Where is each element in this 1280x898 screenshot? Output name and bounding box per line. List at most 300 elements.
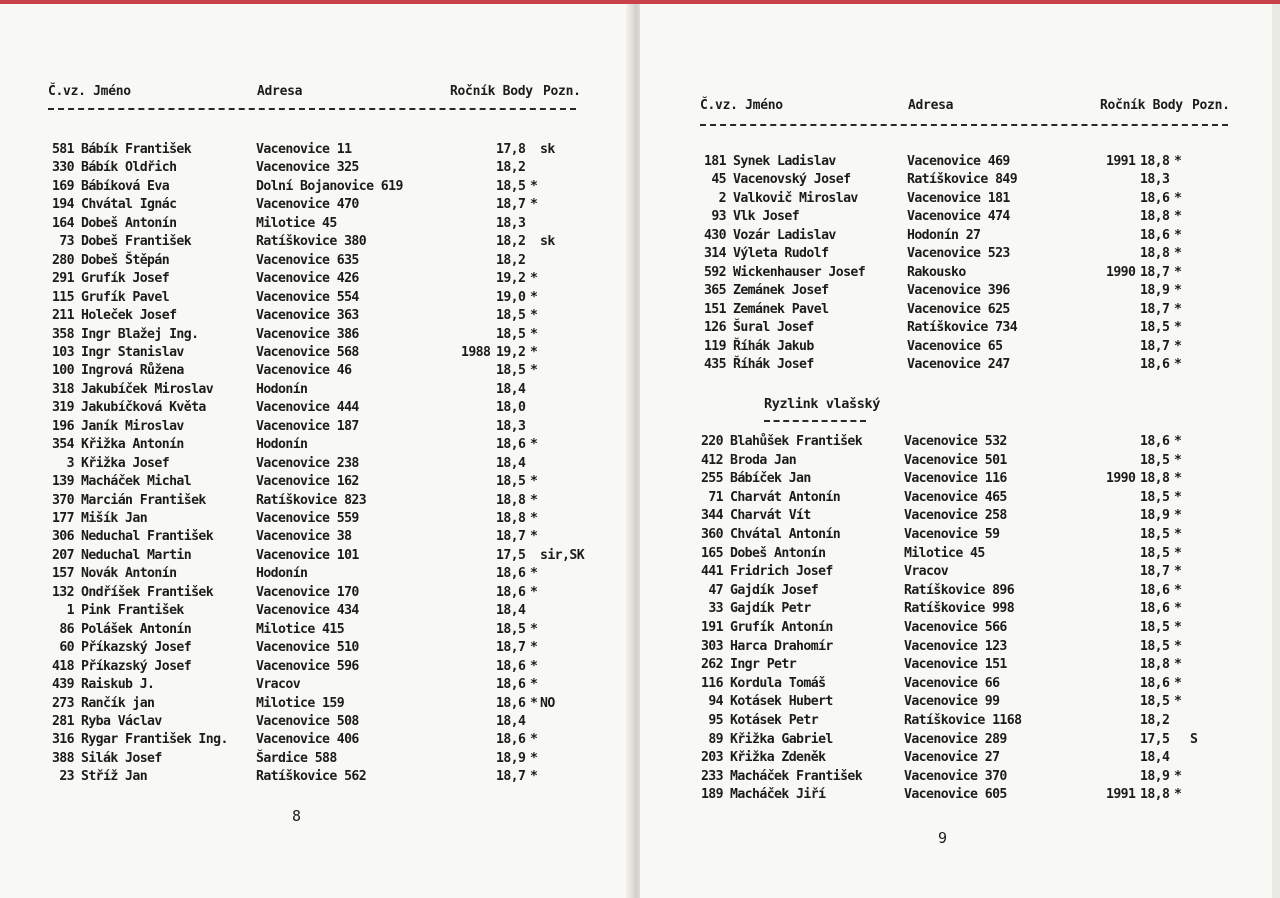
entry-number: 581 [51, 142, 74, 157]
grower-address: Vacenovice 325 [256, 160, 359, 176]
points-value: 18,5 [1140, 320, 1170, 336]
grower-address: Hodonín [256, 566, 308, 582]
entry-number: 23 [59, 769, 74, 785]
star-mark: * [1174, 320, 1182, 336]
entry-number: 1 [66, 603, 74, 619]
header-no-name: Č.vz. Jméno [700, 98, 783, 113]
entry-number: 318 [51, 381, 74, 397]
points-value: 18,6 [496, 437, 526, 453]
entry-number: 164 [51, 215, 74, 231]
grower-address: Vacenovice 99 [904, 694, 1000, 710]
entry-number: 60 [59, 640, 74, 656]
entry-number: 103 [51, 344, 74, 360]
header-address: Adresa [257, 84, 303, 99]
grower-name: Příkazský Josef [81, 658, 192, 674]
table-row [0, 603, 630, 621]
points-value: 17,5 [1140, 731, 1170, 747]
page-number: 8 [292, 807, 302, 825]
points-value: 18,4 [496, 381, 526, 397]
entry-number: 139 [51, 474, 74, 490]
header-rule [700, 124, 1228, 126]
points-value: 18,5 [1140, 489, 1170, 505]
entry-number: 203 [700, 750, 723, 766]
entry-number: 418 [51, 658, 74, 674]
grower-address: Ratíškovice 998 [904, 601, 1015, 617]
grower-name: Kotásek Hubert [730, 694, 833, 710]
table-row [0, 548, 630, 566]
points-value: 18,7 [496, 640, 526, 656]
grower-address: Vacenovice 181 [907, 190, 1010, 206]
points-value: 18,9 [1140, 508, 1170, 524]
points-value: 18,2 [1140, 713, 1170, 728]
table-row [0, 382, 630, 400]
grower-name: Charvát Antonín [730, 489, 841, 505]
entry-number: 439 [51, 677, 74, 693]
grower-address: Hodonín [256, 437, 308, 453]
star-mark: * [1174, 694, 1182, 710]
grower-name: Příkazský Josef [81, 640, 192, 656]
table-row [640, 732, 1270, 750]
grower-name: Charvát Vít [730, 508, 811, 524]
grower-name: Holeček Josef [81, 308, 177, 324]
grower-address: Milotice 415 [256, 621, 345, 637]
star-mark: * [1174, 489, 1182, 505]
vintage-year: 1988 [461, 344, 491, 360]
entry-number: 354 [51, 437, 74, 453]
grower-address: Vacenovice 247 [907, 356, 1010, 372]
grower-name: Dobeš František [81, 234, 192, 250]
star-mark: * [1174, 227, 1182, 243]
table-row [640, 471, 1270, 489]
points-value: 17,8 [496, 142, 526, 157]
entry-number: 3 [66, 455, 74, 471]
entry-number: 126 [703, 320, 726, 336]
star-mark: * [1174, 434, 1182, 449]
grower-address: Vacenovice 65 [907, 338, 1003, 354]
right-page [640, 4, 1272, 898]
grower-address: Vacenovice 444 [256, 400, 359, 416]
grower-address: Milotice 45 [256, 215, 337, 231]
grower-address: Vacenovice 46 [256, 363, 352, 379]
entry-number: 45 [711, 172, 726, 188]
table-row [640, 713, 1270, 731]
section-title: Ryzlink vlašský [764, 396, 880, 412]
entry-number: 344 [700, 508, 723, 524]
grower-address: Šardice 588 [256, 750, 337, 766]
grower-address: Ratíškovice 823 [256, 492, 367, 508]
star-mark: * [530, 474, 538, 490]
grower-address: Vacenovice 554 [256, 289, 359, 305]
star-mark: * [1174, 620, 1182, 635]
grower-name: Harca Drahomír [730, 638, 833, 654]
entry-number: 319 [51, 400, 74, 416]
points-value: 17,5 [496, 547, 526, 563]
table-row [640, 302, 1270, 320]
grower-name: Ryba Václav [81, 713, 162, 729]
star-mark: * [530, 584, 538, 600]
table-row [0, 197, 630, 215]
star-mark: * [1174, 452, 1182, 468]
header-rule [48, 108, 576, 110]
points-value: 18,6 [496, 566, 526, 582]
points-value: 18,6 [1140, 434, 1170, 449]
table-row [640, 172, 1270, 190]
grower-name: Grufík Antonín [730, 620, 833, 635]
grower-address: Vacenovice 434 [256, 603, 359, 619]
star-mark: * [1174, 638, 1182, 654]
table-row [0, 345, 630, 363]
grower-address: Ratíškovice 1168 [904, 713, 1022, 728]
table-row [640, 527, 1270, 545]
star-mark: * [1174, 190, 1182, 206]
grower-name: Vacenovský Josef [733, 172, 851, 188]
grower-address: Vacenovice 363 [256, 308, 359, 324]
grower-name: Wickenhauser Josef [733, 264, 866, 280]
entry-number: 430 [703, 227, 726, 243]
entry-number: 592 [703, 264, 726, 280]
entry-number: 119 [703, 338, 726, 354]
entry-number: 116 [700, 675, 723, 691]
star-mark: * [1174, 264, 1182, 280]
points-value: 18,8 [1140, 471, 1170, 487]
header-note: Pozn. [1192, 98, 1230, 113]
table-row [0, 622, 630, 640]
grower-address: Vracov [904, 564, 949, 580]
points-value: 18,8 [1140, 154, 1170, 169]
section-rule [764, 420, 866, 422]
grower-name: Grufík Pavel [81, 289, 170, 305]
points-value: 18,5 [496, 363, 526, 379]
table-row [0, 696, 630, 714]
grower-address: Vacenovice 625 [907, 301, 1010, 317]
table-row [0, 327, 630, 345]
table-row [0, 585, 630, 603]
grower-name: Macháček František [730, 768, 863, 784]
points-value: 19,2 [496, 271, 526, 287]
points-value: 18,4 [496, 603, 526, 619]
table-row [0, 160, 630, 178]
points-value: 18,5 [1140, 638, 1170, 654]
points-value: 19,0 [496, 289, 526, 305]
points-value: 18,5 [496, 621, 526, 637]
vintage-year: 1991 [1106, 154, 1136, 169]
grower-address: Ratíškovice 734 [907, 320, 1018, 336]
star-mark: * [530, 492, 538, 508]
entry-number: 388 [51, 750, 74, 766]
grower-name: Mišík Jan [81, 511, 148, 526]
points-value: 18,3 [496, 418, 526, 434]
grower-name: Rygar František Ing. [81, 732, 228, 748]
grower-name: Silák Josef [81, 750, 162, 766]
grower-name: Jakubíčková Květa [81, 400, 206, 416]
star-mark: * [530, 529, 538, 545]
points-value: 18,7 [496, 197, 526, 213]
table-row [640, 490, 1270, 508]
grower-name: Jakubíček Miroslav [81, 381, 214, 397]
points-value: 18,7 [1140, 564, 1170, 580]
grower-name: Křižka Antonín [81, 437, 184, 453]
star-mark: * [530, 511, 538, 526]
grower-address: Vacenovice 187 [256, 418, 359, 434]
star-mark: * [530, 363, 538, 379]
grower-name: Bábík Oldřich [81, 160, 177, 176]
points-value: 18,5 [1140, 620, 1170, 635]
star-mark: * [1174, 675, 1182, 691]
table-row [0, 529, 630, 547]
grower-address: Vacenovice 11 [256, 142, 352, 157]
entry-number: 255 [700, 471, 723, 487]
table-row [0, 419, 630, 437]
star-mark: * [1174, 301, 1182, 317]
grower-name: Kotásek Petr [730, 713, 819, 728]
entry-number: 71 [708, 489, 723, 505]
points-value: 18,9 [1140, 283, 1170, 299]
entry-number: 316 [51, 732, 74, 748]
table-row [0, 456, 630, 474]
star-mark: * [1174, 657, 1182, 673]
star-mark: * [1174, 508, 1182, 524]
star-mark: * [530, 344, 538, 360]
star-mark: * [1174, 582, 1182, 598]
table-row [0, 271, 630, 289]
grower-address: Vacenovice 596 [256, 658, 359, 674]
entry-number: 194 [51, 197, 74, 213]
table-row [640, 283, 1270, 301]
grower-name: Gajdík Josef [730, 582, 819, 598]
grower-name: Pink František [81, 603, 184, 619]
star-mark: * [1174, 545, 1182, 561]
star-mark: * [530, 289, 538, 305]
entry-number: 211 [51, 308, 74, 324]
table-row [640, 154, 1270, 172]
star-mark: * [1174, 768, 1182, 784]
entry-number: 306 [51, 529, 74, 545]
table-row [640, 583, 1270, 601]
grower-address: Milotice 159 [256, 695, 345, 711]
star-mark: * [530, 326, 538, 342]
grower-address: Vacenovice 116 [904, 471, 1007, 487]
grower-name: Neduchal František [81, 529, 214, 545]
points-value: 18,6 [1140, 227, 1170, 243]
table-row [640, 265, 1270, 283]
points-value: 18,8 [496, 492, 526, 508]
grower-name: Macháček Jiří [730, 787, 826, 803]
table-row [640, 639, 1270, 657]
entry-number: 314 [703, 246, 726, 262]
vintage-year: 1990 [1106, 264, 1136, 280]
points-value: 18,6 [1140, 675, 1170, 691]
table-row [640, 769, 1270, 787]
note-value: sk [540, 234, 555, 250]
header-no-name: Č.vz. Jméno [48, 84, 131, 99]
grower-address: Hodonín [256, 381, 308, 397]
table-row [0, 437, 630, 455]
star-mark: * [530, 677, 538, 693]
table-row [0, 253, 630, 271]
grower-name: Ingr Stanislav [81, 344, 184, 360]
grower-name: Macháček Michal [81, 474, 192, 490]
star-mark: * [1174, 564, 1182, 580]
entry-number: 115 [51, 289, 74, 305]
entry-number: 95 [708, 713, 723, 728]
table-row [640, 750, 1270, 768]
note-value: NO [540, 695, 555, 711]
entry-number: 47 [708, 582, 723, 598]
grower-address: Vracov [256, 677, 301, 693]
entry-number: 169 [51, 178, 74, 194]
entry-number: 303 [700, 638, 723, 654]
grower-name: Vlk Josef [733, 209, 800, 225]
table-row [0, 511, 630, 529]
points-value: 18,6 [496, 732, 526, 748]
entry-number: 412 [700, 452, 723, 468]
grower-address: Vacenovice 508 [256, 713, 359, 729]
points-value: 18,9 [1140, 768, 1170, 784]
star-mark: * [530, 695, 538, 711]
table-row [0, 732, 630, 750]
star-mark: * [1174, 527, 1182, 542]
points-value: 18,4 [1140, 750, 1170, 766]
grower-address: Vacenovice 474 [907, 209, 1010, 225]
points-value: 18,5 [1140, 452, 1170, 468]
points-value: 18,5 [496, 308, 526, 324]
grower-name: Ondříšek František [81, 584, 214, 600]
points-value: 18,5 [1140, 527, 1170, 542]
table-row [0, 216, 630, 234]
grower-address: Rakousko [907, 264, 966, 280]
star-mark: * [530, 178, 538, 194]
header-year-points: Ročník Body [450, 84, 533, 99]
header-address: Adresa [908, 98, 954, 113]
entry-number: 281 [51, 713, 74, 729]
table-row [0, 751, 630, 769]
grower-name: Křižka Josef [81, 455, 170, 471]
grower-address: Vacenovice 151 [904, 657, 1007, 673]
entry-number: 177 [51, 511, 74, 526]
grower-name: Janík Miroslav [81, 418, 184, 434]
grower-address: Ratíškovice 562 [256, 769, 367, 785]
header-note: Pozn. [543, 84, 581, 99]
entry-number: 191 [700, 620, 723, 635]
table-row [640, 246, 1270, 264]
table-row [640, 508, 1270, 526]
grower-address: Vacenovice 566 [904, 620, 1007, 635]
grower-name: Vozár Ladislav [733, 227, 836, 243]
points-value: 18,9 [496, 750, 526, 766]
star-mark: * [530, 640, 538, 656]
grower-name: Zemánek Josef [733, 283, 829, 299]
star-mark: * [1174, 787, 1182, 803]
points-value: 18,4 [496, 713, 526, 729]
points-value: 18,8 [1140, 657, 1170, 673]
star-mark: * [1174, 283, 1182, 299]
grower-name: Synek Ladislav [733, 154, 836, 169]
entry-number: 220 [700, 434, 723, 449]
grower-name: Bábíková Eva [81, 178, 170, 194]
grower-name: Blahůšek František [730, 434, 863, 449]
points-value: 18,2 [496, 234, 526, 250]
points-value: 18,8 [1140, 209, 1170, 225]
grower-name: Bábík František [81, 142, 192, 157]
table-row [0, 400, 630, 418]
grower-name: Broda Jan [730, 452, 797, 468]
star-mark: * [1174, 338, 1182, 354]
grower-name: Bábíček Jan [730, 471, 811, 487]
grower-address: Vacenovice 465 [904, 489, 1007, 505]
points-value: 18,3 [496, 215, 526, 231]
table-row [640, 620, 1270, 638]
entry-number: 233 [700, 768, 723, 784]
grower-address: Vacenovice 59 [904, 527, 1000, 542]
table-row [640, 320, 1270, 338]
grower-name: Raiskub J. [81, 677, 155, 693]
grower-address: Vacenovice 396 [907, 283, 1010, 299]
grower-address: Vacenovice 523 [907, 246, 1010, 262]
star-mark: * [530, 658, 538, 674]
entry-number: 273 [51, 695, 74, 711]
points-value: 18,5 [496, 178, 526, 194]
grower-name: Křižka Gabriel [730, 731, 833, 747]
page-number: 9 [938, 829, 948, 847]
entry-number: 189 [700, 787, 723, 803]
points-value: 18,6 [496, 658, 526, 674]
grower-address: Vacenovice 501 [904, 452, 1007, 468]
grower-address: Vacenovice 162 [256, 474, 359, 490]
grower-address: Ratíškovice 849 [907, 172, 1018, 188]
grower-address: Vacenovice 605 [904, 787, 1007, 803]
points-value: 18,7 [496, 769, 526, 785]
grower-name: Kordula Tomáš [730, 675, 826, 691]
grower-name: Neduchal Martin [81, 547, 192, 563]
entry-number: 280 [51, 252, 74, 268]
table-row [0, 769, 630, 787]
grower-address: Vacenovice 170 [256, 584, 359, 600]
table-row [640, 191, 1270, 209]
entry-number: 33 [708, 601, 723, 617]
grower-address: Vacenovice 406 [256, 732, 359, 748]
table-row [0, 714, 630, 732]
entry-number: 157 [51, 566, 74, 582]
grower-name: Chvátal Ignác [81, 197, 177, 213]
points-value: 18,5 [1140, 694, 1170, 710]
entry-number: 181 [703, 154, 726, 169]
grower-name: Fridrich Josef [730, 564, 833, 580]
grower-address: Vacenovice 559 [256, 511, 359, 526]
grower-name: Stříž Jan [81, 769, 148, 785]
grower-name: Ingr Blažej Ing. [81, 326, 199, 342]
grower-address: Vacenovice 568 [256, 344, 359, 360]
grower-address: Milotice 45 [904, 545, 985, 561]
entry-number: 360 [700, 527, 723, 542]
table-row [0, 677, 630, 695]
grower-address: Vacenovice 238 [256, 455, 359, 471]
grower-address: Dolní Bojanovice 619 [256, 178, 403, 194]
vintage-year: 1990 [1106, 471, 1136, 487]
points-value: 18,5 [496, 474, 526, 490]
grower-address: Vacenovice 635 [256, 252, 359, 268]
points-value: 19,2 [496, 344, 526, 360]
points-value: 18,2 [496, 160, 526, 176]
points-value: 18,7 [1140, 338, 1170, 354]
entry-number: 262 [700, 657, 723, 673]
grower-address: Vacenovice 101 [256, 547, 359, 563]
note-value: sir,SK [540, 547, 585, 563]
grower-address: Vacenovice 258 [904, 508, 1007, 524]
entry-number: 207 [51, 547, 74, 563]
entry-number: 86 [59, 621, 74, 637]
grower-name: Rančík jan [81, 695, 155, 711]
grower-name: Dobeš Antonín [81, 215, 177, 231]
